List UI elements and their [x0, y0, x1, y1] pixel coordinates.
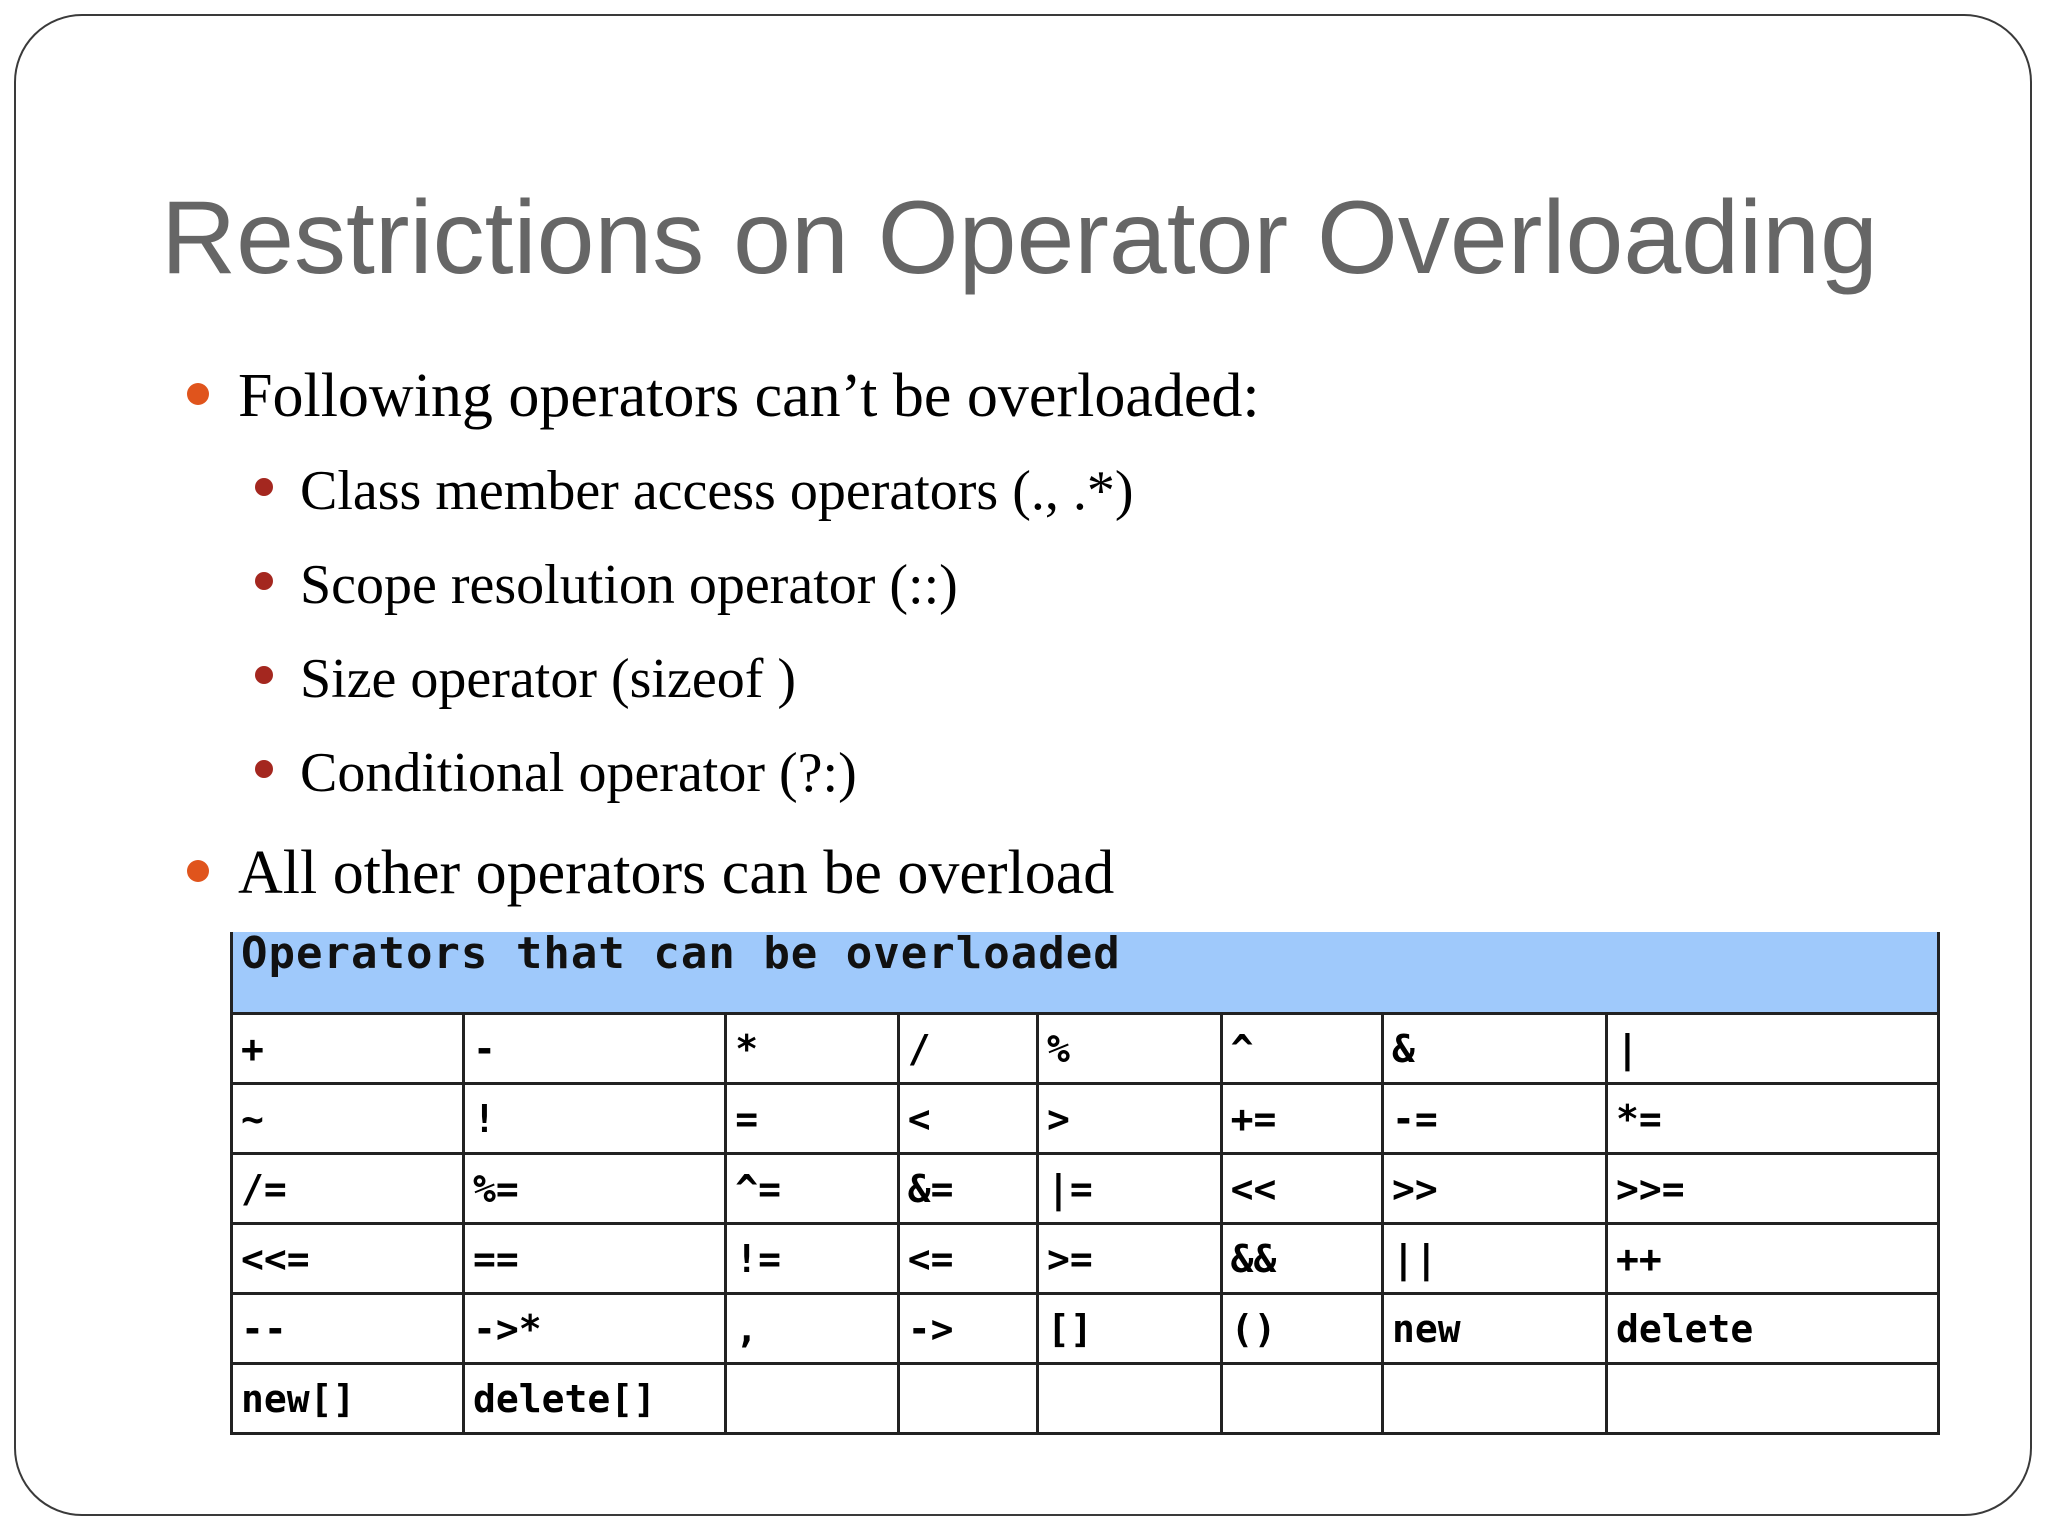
operator-cell: ->*: [464, 1294, 726, 1364]
operator-cell: ||: [1383, 1224, 1607, 1294]
operator-cell: -=: [1383, 1084, 1607, 1154]
operator-cell: <<=: [232, 1224, 464, 1294]
operator-cell: %=: [464, 1154, 726, 1224]
operator-cell: >>: [1383, 1154, 1607, 1224]
operator-cell: &: [1383, 1014, 1607, 1084]
operator-cell: &&: [1221, 1224, 1382, 1294]
operator-cell: [1606, 1364, 1938, 1434]
operators-table: [230, 928, 1940, 1435]
operator-cell: [1221, 1364, 1382, 1434]
operator-cell: ^=: [726, 1154, 899, 1224]
operator-cell: <: [898, 1084, 1037, 1154]
operator-cell: /: [898, 1014, 1037, 1084]
sub-bullet-marker: [255, 572, 273, 590]
sub-bullet-text: Conditional operator (?:): [300, 742, 857, 804]
operator-cell: &=: [898, 1154, 1037, 1224]
table-header: Operators that can be overloaded: [232, 932, 1939, 1014]
operator-cell: <=: [898, 1224, 1037, 1294]
sub-bullet-marker: [255, 666, 273, 684]
operator-cell: >>=: [1606, 1154, 1938, 1224]
operator-cell: [898, 1364, 1037, 1434]
operator-cell: |: [1606, 1014, 1938, 1084]
table-row: [232, 1154, 1939, 1224]
operator-cell: ~: [232, 1084, 464, 1154]
operator-cell: *: [726, 1014, 899, 1084]
sub-bullet-marker: [255, 478, 273, 496]
operator-cell: ^: [1221, 1014, 1382, 1084]
operator-cell: ->: [898, 1294, 1037, 1364]
slide: [14, 14, 2032, 1516]
operator-cell: new: [1383, 1294, 1607, 1364]
sub-bullet-text: Scope resolution operator (::): [300, 554, 958, 616]
bullet-marker: [187, 860, 209, 882]
operator-cell: *=: [1606, 1084, 1938, 1154]
bullet-text: Following operators can’t be overloaded:: [238, 362, 1260, 430]
operator-cell: ++: [1606, 1224, 1938, 1294]
table-row: [232, 1084, 1939, 1154]
slide-title: Restrictions on Operator Overloading: [161, 180, 1878, 296]
operator-cell: /=: [232, 1154, 464, 1224]
operator-cell: !: [464, 1084, 726, 1154]
operator-cell: [1038, 1364, 1222, 1434]
operator-cell: delete[]: [464, 1364, 726, 1434]
operator-cell: =: [726, 1084, 899, 1154]
operator-cell: <<: [1221, 1154, 1382, 1224]
operator-cell: |=: [1038, 1154, 1222, 1224]
operator-cell: -: [464, 1014, 726, 1084]
sub-bullet-marker: [255, 760, 273, 778]
operator-cell: []: [1038, 1294, 1222, 1364]
operator-cell: >: [1038, 1084, 1222, 1154]
operator-cell: ==: [464, 1224, 726, 1294]
sub-bullet-text: Class member access operators (., .*): [300, 460, 1134, 522]
operator-cell: [726, 1364, 899, 1434]
operator-cell: delete: [1606, 1294, 1938, 1364]
bullet-text: All other operators can be overload: [238, 839, 1115, 907]
operator-cell: >=: [1038, 1224, 1222, 1294]
sub-bullet-text: Size operator (sizeof ): [300, 648, 796, 710]
table-row: [232, 1224, 1939, 1294]
table-body: [232, 1014, 1939, 1434]
operator-cell: +=: [1221, 1084, 1382, 1154]
operator-cell: new[]: [232, 1364, 464, 1434]
operator-cell: [1383, 1364, 1607, 1434]
operator-cell: +: [232, 1014, 464, 1084]
table-row: [232, 1014, 1939, 1084]
operator-cell: (): [1221, 1294, 1382, 1364]
table-row: [232, 1294, 1939, 1364]
operator-cell: ,: [726, 1294, 899, 1364]
table-row: [232, 1364, 1939, 1434]
operator-cell: --: [232, 1294, 464, 1364]
operator-cell: !=: [726, 1224, 899, 1294]
bullet-marker: [187, 383, 209, 405]
operator-cell: %: [1038, 1014, 1222, 1084]
